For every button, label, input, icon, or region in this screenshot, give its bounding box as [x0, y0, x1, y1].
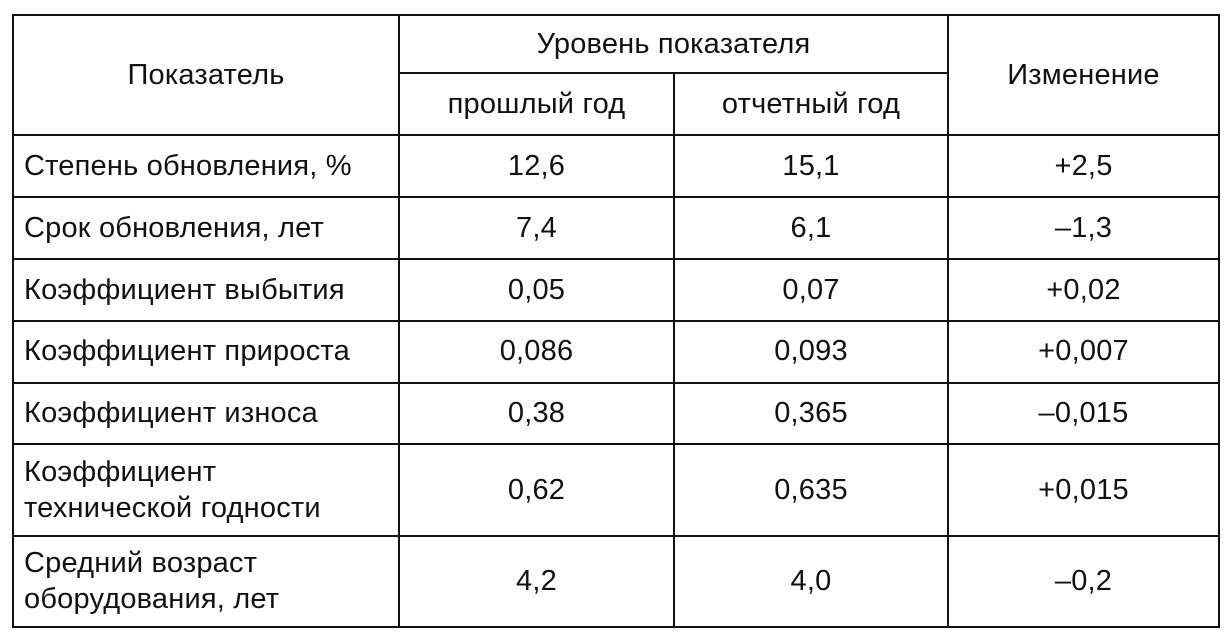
row-indicator-name: Срок обновления, лет — [13, 197, 399, 259]
table-row — [13, 321, 1219, 383]
table-row — [13, 259, 1219, 321]
row-change-value: +0,007 — [948, 321, 1219, 383]
row-last-year-value: 0,05 — [399, 259, 674, 321]
header-change: Изменение — [948, 15, 1219, 135]
row-last-year-value: 7,4 — [399, 197, 674, 259]
row-indicator-name — [13, 536, 399, 627]
row-report-year-value: 15,1 — [674, 135, 948, 197]
table-row — [13, 536, 1219, 627]
row-change-value: +2,5 — [948, 135, 1219, 197]
header-row-top — [13, 15, 1219, 73]
row-last-year-value: 0,086 — [399, 321, 674, 383]
row-last-year-value: 12,6 — [399, 135, 674, 197]
table-row — [13, 383, 1219, 445]
row-indicator-name-line1: Средний возраст — [24, 547, 258, 580]
row-indicator-name: Коэффициент износа — [13, 383, 399, 445]
row-indicator-name: Коэффициент выбытия — [13, 259, 399, 321]
row-last-year-value: 4,2 — [399, 536, 674, 627]
row-indicator-name — [13, 444, 399, 535]
row-change-value: +0,02 — [948, 259, 1219, 321]
row-change-value: –1,3 — [948, 197, 1219, 259]
row-report-year-value: 0,635 — [674, 444, 948, 535]
row-report-year-value: 0,093 — [674, 321, 948, 383]
table-row — [13, 135, 1219, 197]
header-report-year: отчетный год — [674, 73, 948, 135]
row-report-year-value: 0,07 — [674, 259, 948, 321]
row-indicator-name: Степень обновления, % — [13, 135, 399, 197]
header-level: Уровень показателя — [399, 15, 948, 73]
row-report-year-value: 4,0 — [674, 536, 948, 627]
row-last-year-value: 0,62 — [399, 444, 674, 535]
table-row — [13, 444, 1219, 535]
row-report-year-value: 6,1 — [674, 197, 948, 259]
row-indicator-name: Коэффициент прироста — [13, 321, 399, 383]
row-change-value: –0,2 — [948, 536, 1219, 627]
row-last-year-value: 0,38 — [399, 383, 674, 445]
row-change-value: –0,015 — [948, 383, 1219, 445]
header-indicator: Показатель — [13, 15, 399, 135]
row-report-year-value: 0,365 — [674, 383, 948, 445]
row-change-value: +0,015 — [948, 444, 1219, 535]
table-row — [13, 197, 1219, 259]
header-last-year: прошлый год — [399, 73, 674, 135]
row-indicator-name-line2: оборудования, лет — [24, 583, 280, 616]
row-indicator-name-line1: Коэффициент — [24, 455, 217, 488]
row-indicator-name-line2: технической годности — [24, 492, 321, 525]
indicators-table — [12, 14, 1220, 628]
